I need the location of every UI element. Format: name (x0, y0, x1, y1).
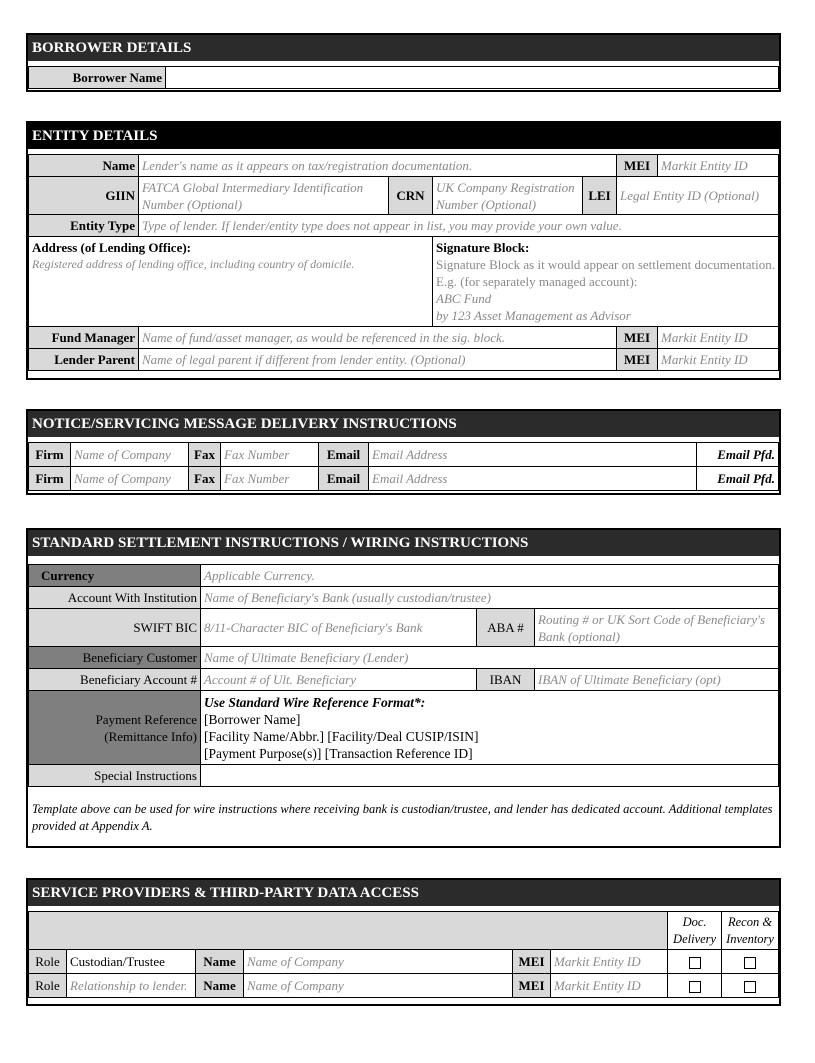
fund-manager-label: Fund Manager (29, 327, 139, 349)
lei-field[interactable]: Legal Entity ID (Optional) (617, 177, 779, 215)
ssi-section (26, 528, 781, 848)
doc-delivery-checkbox[interactable] (689, 957, 701, 969)
provider-row (29, 974, 779, 998)
email-preferred-flag[interactable]: Email Pfd. (697, 467, 779, 491)
payment-reference-field[interactable] (201, 691, 779, 765)
lender-parent-mei-label: MEI (617, 349, 658, 371)
fund-manager-mei-label: MEI (617, 327, 658, 349)
notice-row (29, 467, 779, 491)
signature-block-example-fund: ABC Fund (436, 291, 492, 306)
doc-delivery-cell (668, 974, 722, 998)
crn-label: CRN (389, 177, 433, 215)
iban-field[interactable]: IBAN of Ultimate Beneficiary (opt) (535, 669, 779, 691)
borrower-details-header: BORROWER DETAILS (28, 35, 779, 63)
role-label: Role (29, 950, 67, 974)
aba-field[interactable]: Routing # or UK Sort Code of Beneficiary's Bank (optional) (535, 609, 779, 647)
borrower-details-section (26, 33, 781, 92)
providers-header-spacer (29, 912, 668, 950)
provider-mei-label: MEI (513, 974, 551, 998)
signature-block-cell[interactable] (433, 237, 779, 327)
beneficiary-account-field[interactable]: Account # of Ult. Beneficiary (201, 669, 477, 691)
role-field[interactable]: Custodian/Trustee (67, 950, 196, 974)
aba-label: ABA # (477, 609, 535, 647)
fax-field[interactable]: Fax Number (221, 443, 319, 467)
special-instructions-label: Special Instructions (29, 765, 201, 787)
entity-name-field[interactable]: Lender's name as it appears on tax/registration documentation. (139, 155, 617, 177)
signature-block-example-advisor: by 123 Asset Management as Advisor (436, 308, 631, 323)
currency-field[interactable]: Applicable Currency. (201, 565, 779, 587)
recon-inventory-cell (722, 974, 779, 998)
email-label: Email (319, 467, 369, 491)
firm-label: Firm (29, 467, 71, 491)
entity-mei-field[interactable]: Markit Entity ID (658, 155, 779, 177)
doc-delivery-header-line1: Doc. (682, 914, 707, 929)
giin-label: GIIN (29, 177, 139, 215)
lender-parent-mei-field[interactable]: Markit Entity ID (658, 349, 779, 371)
crn-field[interactable]: UK Company Registration Number (Optional) (433, 177, 583, 215)
ssi-footnote: Template above can be used for wire instructions where receiving bank is custodian/trustee, and lender has dedicated account. Additional templates provided at Appendix A. (32, 802, 773, 833)
entity-type-label: Entity Type (29, 215, 139, 237)
role-label: Role (29, 974, 67, 998)
entity-details-section (26, 121, 781, 380)
lender-parent-label: Lender Parent (29, 349, 139, 371)
remittance-info-label: (Remittance Info) (104, 728, 197, 744)
provider-name-label: Name (196, 950, 244, 974)
service-providers-header: SERVICE PROVIDERS & THIRD-PARTY DATA ACCESS (28, 880, 779, 908)
fax-label: Fax (189, 443, 221, 467)
doc-delivery-column-header (668, 912, 722, 950)
signature-block-label: Signature Block: (436, 240, 530, 255)
provider-name-label: Name (196, 974, 244, 998)
notice-header: NOTICE/SERVICING MESSAGE DELIVERY INSTRUCTIONS (28, 411, 779, 439)
address-placeholder: Registered address of lending office, including country of domicile. (32, 257, 355, 271)
lender-parent-field[interactable]: Name of legal parent if different from lender entity. (Optional) (139, 349, 617, 371)
email-label: Email (319, 443, 369, 467)
beneficiary-account-label: Beneficiary Account # (29, 669, 201, 691)
email-field[interactable]: Email Address (369, 467, 697, 491)
payment-reference-title: Use Standard Wire Reference Format*: (204, 694, 426, 710)
swift-bic-field[interactable]: 8/11-Character BIC of Beneficiary's Bank (201, 609, 477, 647)
recon-inventory-column-header (722, 912, 779, 950)
firm-field[interactable]: Name of Company (71, 443, 189, 467)
special-instructions-field[interactable] (201, 765, 779, 787)
fax-field[interactable]: Fax Number (221, 467, 319, 491)
recon-inventory-checkbox[interactable] (744, 957, 756, 969)
entity-details-header: ENTITY DETAILS (28, 123, 779, 151)
payment-reference-label-cell (29, 691, 201, 765)
entity-type-field[interactable]: Type of lender. If lender/entity type does not appear in list, you may provide your own value. (139, 215, 779, 237)
currency-label: Currency (29, 565, 201, 587)
service-providers-section (26, 878, 781, 1006)
provider-name-field[interactable]: Name of Company (244, 974, 513, 998)
account-with-institution-label: Account With Institution (29, 587, 201, 609)
payment-reference-label: Payment Reference (95, 711, 197, 727)
notice-row (29, 443, 779, 467)
role-field[interactable]: Relationship to lender. (67, 974, 196, 998)
ssi-header: STANDARD SETTLEMENT INSTRUCTIONS / WIRING INSTRUCTIONS (28, 530, 779, 558)
recon-inventory-header-line1: Recon & (727, 914, 773, 929)
entity-name-label: Name (29, 155, 139, 177)
doc-delivery-cell (668, 950, 722, 974)
entity-mei-label: MEI (617, 155, 658, 177)
provider-mei-field[interactable]: Markit Entity ID (551, 950, 668, 974)
provider-row (29, 950, 779, 974)
address-cell[interactable] (29, 237, 433, 327)
lei-label: LEI (583, 177, 617, 215)
fund-manager-field[interactable]: Name of fund/asset manager, as would be referenced in the sig. block. (139, 327, 617, 349)
firm-label: Firm (29, 443, 71, 467)
fax-label: Fax (189, 467, 221, 491)
provider-mei-label: MEI (513, 950, 551, 974)
beneficiary-customer-field[interactable]: Name of Ultimate Beneficiary (Lender) (201, 647, 779, 669)
giin-field[interactable]: FATCA Global Intermediary Identification Number (Optional) (139, 177, 389, 215)
provider-name-field[interactable]: Name of Company (244, 950, 513, 974)
beneficiary-customer-label: Beneficiary Customer (29, 647, 201, 669)
fund-manager-mei-field[interactable]: Markit Entity ID (658, 327, 779, 349)
notice-section (26, 409, 781, 495)
recon-inventory-checkbox[interactable] (744, 981, 756, 993)
doc-delivery-header-line2: Delivery (673, 931, 717, 946)
payment-reference-line: [Payment Purpose(s)] [Transaction Reference ID] (204, 745, 473, 761)
provider-mei-field[interactable]: Markit Entity ID (551, 974, 668, 998)
swift-bic-label: SWIFT BIC (29, 609, 201, 647)
iban-label: IBAN (477, 669, 535, 691)
borrower-name-field[interactable] (166, 67, 779, 89)
doc-delivery-checkbox[interactable] (689, 981, 701, 993)
email-field[interactable]: Email Address (369, 443, 697, 467)
recon-inventory-header-line2: Inventory (726, 931, 774, 946)
firm-field[interactable]: Name of Company (71, 467, 189, 491)
payment-reference-line: [Facility Name/Abbr.] [Facility/Deal CUSIP/ISIN] (204, 728, 479, 744)
signature-block-desc: Signature Block as it would appear on settlement documentation. E.g. (for separately managed account): (436, 257, 776, 289)
payment-reference-line: [Borrower Name] (204, 711, 301, 727)
borrower-name-label: Borrower Name (29, 67, 166, 89)
address-label: Address (of Lending Office): (32, 240, 192, 255)
email-preferred-flag[interactable]: Email Pfd. (697, 443, 779, 467)
account-with-institution-field[interactable]: Name of Beneficiary's Bank (usually custodian/trustee) (201, 587, 779, 609)
recon-inventory-cell (722, 950, 779, 974)
